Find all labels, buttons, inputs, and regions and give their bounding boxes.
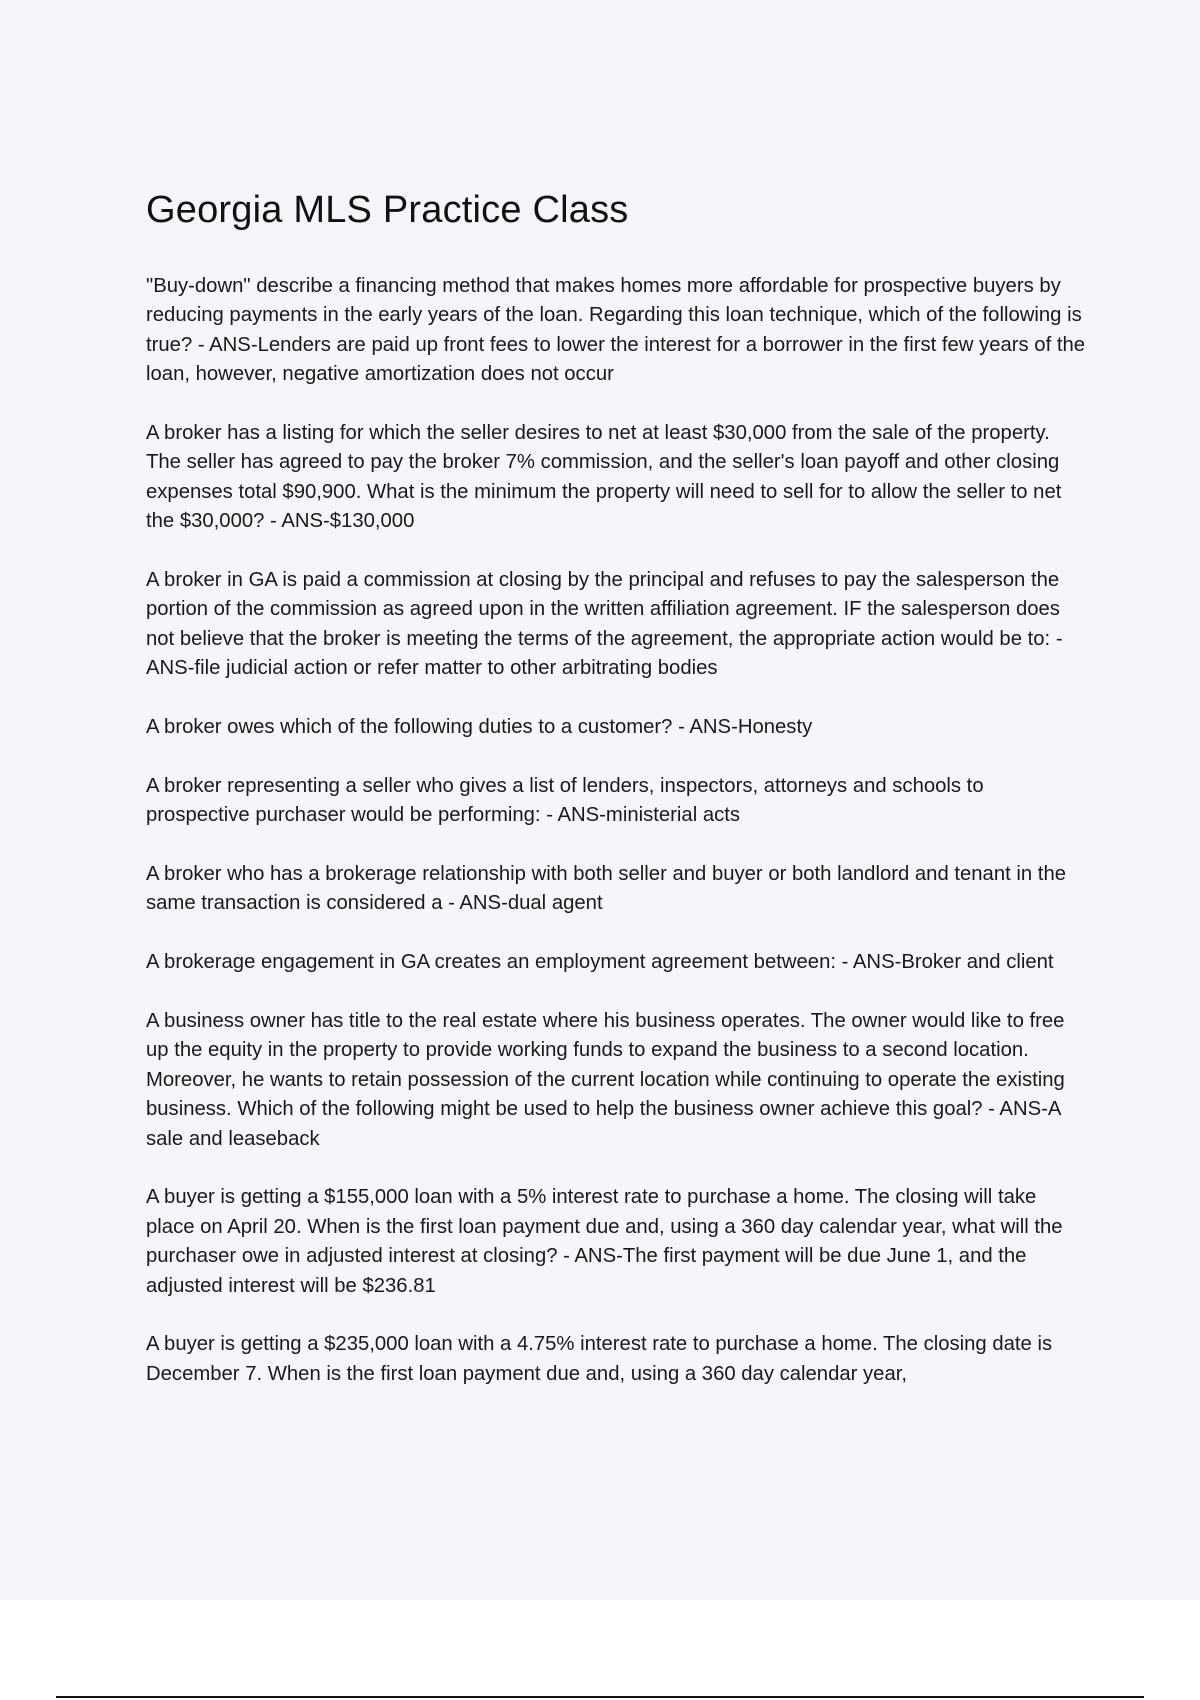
- qa-item-seller-net: A broker has a listing for which the seller desires to net at least $30,000 from the sale of the property. The seller has agreed to pay the broker 7% commission, and the seller's loan payoff and other closing expenses total $90,900. What is the minimum the property will need to sell for to allow the seller to net the $30,000? - ANS-$130,000: [146, 422, 1062, 533]
- qa-item-brokerage-engagement: A brokerage engagement in GA creates an employment agreement between: - ANS-Broker and client: [146, 951, 1054, 974]
- qa-item-dual-agent: A broker who has a brokerage relationship with both seller and buyer or both landlord and tenant in the same transaction is considered a - ANS-dual agent: [146, 863, 1067, 915]
- qa-item-sale-leaseback: A business owner has title to the real estate where his business operates. The owner would like to free up the equity in the property to provide working funds to expand the business to a second location. Moreover, he wants to retain possession of the current location while continuing to operate the existing business. Which of the following might be used to help the business owner achieve this goal? - ANS-A sale and leaseback: [146, 1010, 1065, 1150]
- qa-item-loan-235000: A buyer is getting a $235,000 loan with a 4.75% interest rate to purchase a home. The closing date is December 7. When is the first loan payment due and, using a 360 day calendar year,: [146, 1333, 1053, 1385]
- qa-item-buy-down: "Buy-down" describe a financing method that makes homes more affordable for prospective buyers by reducing payments in the early years of the loan. Regarding this loan technique, which of the following is true? - ANS-Lenders are paid up front fees to lower the interest for a borrower in the first few years of the loan, however, negative amortization does not occur: [146, 275, 1086, 386]
- document-title: Georgia MLS Practice Class: [146, 189, 629, 231]
- qa-item-loan-155000: A buyer is getting a $155,000 loan with a 5% interest rate to purchase a home. The closing will take place on April 20. When is the first loan payment due and, using a 360 day calendar year, what will the purchaser owe in adjusted interest at closing? - ANS-The first payment will be due June 1, and the adjusted interest will be $236.81: [146, 1186, 1063, 1297]
- qa-item-customer-duties: A broker owes which of the following duties to a customer? - ANS-Honesty: [146, 716, 813, 739]
- document-content: [146, 186, 1086, 1419]
- qa-item-ministerial-acts: A broker representing a seller who gives a list of lenders, inspectors, attorneys and schools to prospective purchaser would be performing: - ANS-ministerial acts: [146, 774, 984, 827]
- page-divider: [56, 1696, 1144, 1698]
- qa-item-commission-dispute: A broker in GA is paid a commission at closing by the principal and refuses to pay the salesperson the portion of the commission as agreed upon in the written affiliation agreement. IF the salesperson does not believe that the broker is meeting the terms of the agreement, the appropriate action would be to: - ANS-file judicial action or refer matter to other arbitrating bodies: [146, 569, 1063, 680]
